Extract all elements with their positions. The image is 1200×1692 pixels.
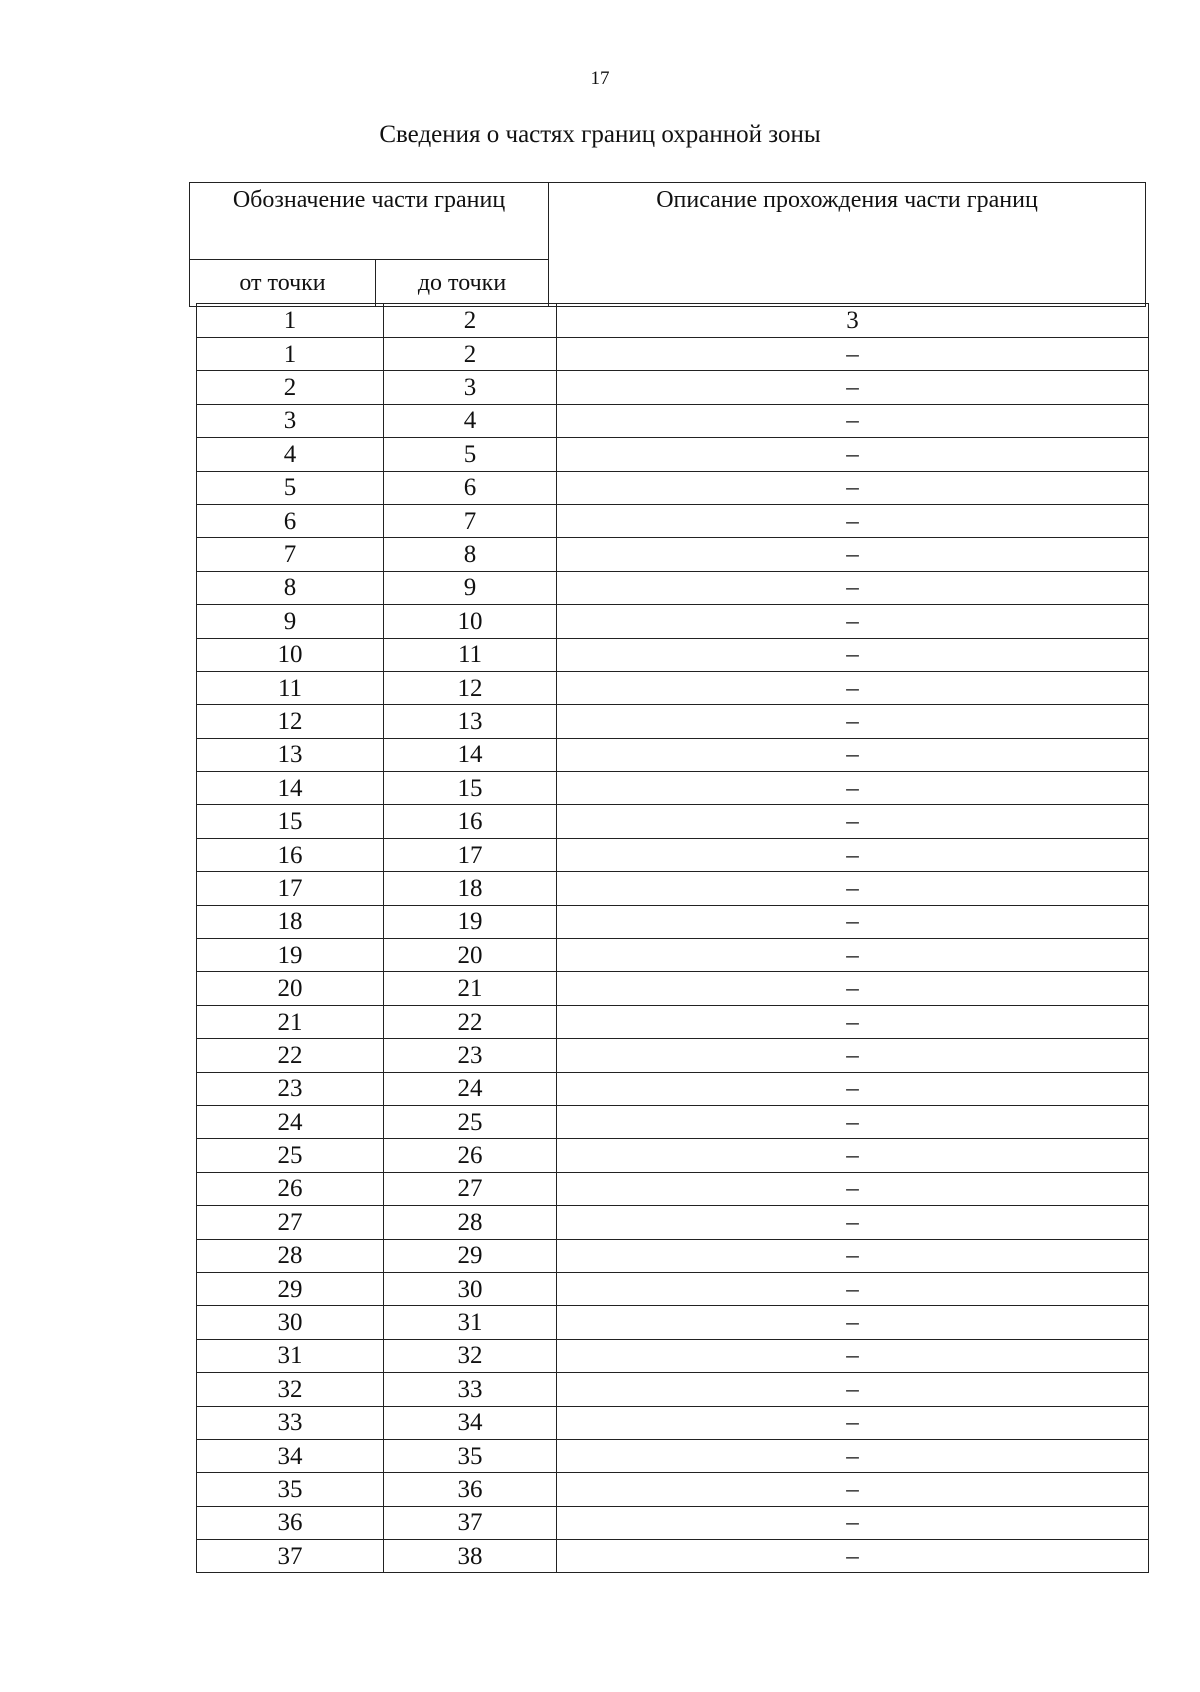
to-point-cell: 7: [384, 504, 557, 537]
from-point-cell: 16: [197, 838, 384, 871]
table-row: [197, 471, 1149, 504]
description-cell: –: [557, 1105, 1149, 1138]
description-cell: –: [557, 772, 1149, 805]
to-point-cell: 8: [384, 538, 557, 571]
page-number: 17: [590, 68, 610, 89]
table-row: [197, 939, 1149, 972]
table-row: [197, 1239, 1149, 1272]
description-cell: –: [557, 371, 1149, 404]
header-boundary-description: Описание прохождения части границ: [549, 183, 1146, 307]
from-point-cell: 35: [197, 1473, 384, 1506]
from-point-cell: 3: [197, 404, 384, 437]
from-point-cell: 8: [197, 571, 384, 604]
description-cell: –: [557, 1239, 1149, 1272]
to-point-cell: 32: [384, 1339, 557, 1372]
document-title: Сведения о частях границ охранной зоны: [379, 121, 821, 148]
description-cell: –: [557, 972, 1149, 1005]
to-point-cell: 20: [384, 939, 557, 972]
table-row: [197, 1339, 1149, 1372]
table-row: [197, 1206, 1149, 1239]
description-cell: –: [557, 671, 1149, 704]
table-row: [197, 1373, 1149, 1406]
description-cell: –: [557, 1339, 1149, 1372]
from-point-cell: 30: [197, 1306, 384, 1339]
to-point-cell: 21: [384, 972, 557, 1005]
from-point-cell: 25: [197, 1139, 384, 1172]
table-row: [197, 404, 1149, 437]
table-row: [197, 1039, 1149, 1072]
table-row: [197, 605, 1149, 638]
to-point-cell: 34: [384, 1406, 557, 1439]
description-cell: –: [557, 872, 1149, 905]
from-point-cell: 10: [197, 638, 384, 671]
from-point-cell: 1: [197, 338, 384, 371]
from-point-cell: 29: [197, 1272, 384, 1305]
to-point-cell: 6: [384, 471, 557, 504]
to-point-cell: 29: [384, 1239, 557, 1272]
to-point-cell: 14: [384, 738, 557, 771]
description-cell: –: [557, 538, 1149, 571]
to-point-cell: 18: [384, 872, 557, 905]
table-row: [197, 705, 1149, 738]
description-cell: –: [557, 1039, 1149, 1072]
to-point-cell: 31: [384, 1306, 557, 1339]
table-body: [197, 304, 1149, 1573]
to-point-cell: 35: [384, 1439, 557, 1472]
from-point-cell: 22: [197, 1039, 384, 1072]
table-row: [197, 504, 1149, 537]
from-point-cell: 24: [197, 1105, 384, 1138]
from-point-cell: 31: [197, 1339, 384, 1372]
to-point-cell: 27: [384, 1172, 557, 1205]
from-point-cell: 34: [197, 1439, 384, 1472]
from-point-cell: 18: [197, 905, 384, 938]
from-point-cell: 21: [197, 1005, 384, 1038]
description-cell: –: [557, 471, 1149, 504]
column-number: 2: [384, 304, 557, 338]
table-row: [197, 371, 1149, 404]
to-point-cell: 23: [384, 1039, 557, 1072]
from-point-cell: 5: [197, 471, 384, 504]
description-cell: –: [557, 705, 1149, 738]
from-point-cell: 17: [197, 872, 384, 905]
table-row: [197, 571, 1149, 604]
description-cell: –: [557, 1406, 1149, 1439]
from-point-cell: 15: [197, 805, 384, 838]
to-point-cell: 9: [384, 571, 557, 604]
table-row: [197, 1406, 1149, 1439]
to-point-cell: 28: [384, 1206, 557, 1239]
table-row: [197, 738, 1149, 771]
from-point-cell: 14: [197, 772, 384, 805]
table-row: [197, 1439, 1149, 1472]
description-cell: –: [557, 1272, 1149, 1305]
to-point-cell: 2: [384, 338, 557, 371]
description-cell: –: [557, 1373, 1149, 1406]
table-row: [197, 1105, 1149, 1138]
to-point-cell: 3: [384, 371, 557, 404]
to-point-cell: 36: [384, 1473, 557, 1506]
table-row: [197, 538, 1149, 571]
table-row: [197, 905, 1149, 938]
from-point-cell: 19: [197, 939, 384, 972]
to-point-cell: 37: [384, 1506, 557, 1539]
from-point-cell: 4: [197, 438, 384, 471]
to-point-cell: 13: [384, 705, 557, 738]
from-point-cell: 7: [197, 538, 384, 571]
description-cell: –: [557, 838, 1149, 871]
description-cell: –: [557, 571, 1149, 604]
from-point-cell: 28: [197, 1239, 384, 1272]
to-point-cell: 17: [384, 838, 557, 871]
header-boundary-designation: Обозначение части границ: [190, 183, 549, 260]
table-row: [197, 638, 1149, 671]
description-cell: –: [557, 605, 1149, 638]
from-point-cell: 26: [197, 1172, 384, 1205]
table-row: [197, 1306, 1149, 1339]
table-row: [197, 1139, 1149, 1172]
description-cell: –: [557, 1506, 1149, 1539]
description-cell: –: [557, 1005, 1149, 1038]
to-point-cell: 19: [384, 905, 557, 938]
table-row: [197, 838, 1149, 871]
to-point-cell: 33: [384, 1373, 557, 1406]
to-point-cell: 38: [384, 1540, 557, 1573]
to-point-cell: 10: [384, 605, 557, 638]
table-row: [197, 772, 1149, 805]
to-point-cell: 24: [384, 1072, 557, 1105]
from-point-cell: 2: [197, 371, 384, 404]
description-cell: –: [557, 338, 1149, 371]
to-point-cell: 25: [384, 1105, 557, 1138]
table-row: [197, 1072, 1149, 1105]
description-cell: –: [557, 1306, 1149, 1339]
column-number-row: [197, 304, 1149, 338]
to-point-cell: 30: [384, 1272, 557, 1305]
to-point-cell: 5: [384, 438, 557, 471]
description-cell: –: [557, 1540, 1149, 1573]
to-point-cell: 4: [384, 404, 557, 437]
description-cell: –: [557, 438, 1149, 471]
to-point-cell: 26: [384, 1139, 557, 1172]
description-cell: –: [557, 1473, 1149, 1506]
description-cell: –: [557, 738, 1149, 771]
from-point-cell: 11: [197, 671, 384, 704]
from-point-cell: 36: [197, 1506, 384, 1539]
table-row: [197, 438, 1149, 471]
table-row: [197, 671, 1149, 704]
boundary-parts-table: [196, 303, 1149, 1573]
from-point-cell: 20: [197, 972, 384, 1005]
description-cell: –: [557, 504, 1149, 537]
description-cell: –: [557, 939, 1149, 972]
description-cell: –: [557, 1172, 1149, 1205]
from-point-cell: 13: [197, 738, 384, 771]
to-point-cell: 12: [384, 671, 557, 704]
header-from-point: от точки: [190, 260, 376, 307]
header-to-point: до точки: [376, 260, 549, 307]
from-point-cell: 33: [197, 1406, 384, 1439]
from-point-cell: 12: [197, 705, 384, 738]
table-header: [189, 182, 1146, 307]
description-cell: –: [557, 1072, 1149, 1105]
description-cell: –: [557, 1439, 1149, 1472]
table-row: [197, 1005, 1149, 1038]
from-point-cell: 27: [197, 1206, 384, 1239]
description-cell: –: [557, 905, 1149, 938]
from-point-cell: 6: [197, 504, 384, 537]
to-point-cell: 11: [384, 638, 557, 671]
table-row: [197, 1272, 1149, 1305]
column-number: 3: [557, 304, 1149, 338]
table-row: [197, 972, 1149, 1005]
description-cell: –: [557, 1206, 1149, 1239]
table-row: [197, 1540, 1149, 1573]
from-point-cell: 37: [197, 1540, 384, 1573]
table-row: [197, 1473, 1149, 1506]
column-number: 1: [197, 304, 384, 338]
table-row: [197, 805, 1149, 838]
description-cell: –: [557, 1139, 1149, 1172]
to-point-cell: 16: [384, 805, 557, 838]
table-row: [197, 1506, 1149, 1539]
table-row: [197, 338, 1149, 371]
from-point-cell: 23: [197, 1072, 384, 1105]
from-point-cell: 32: [197, 1373, 384, 1406]
table-row: [197, 1172, 1149, 1205]
from-point-cell: 9: [197, 605, 384, 638]
table-row: [197, 872, 1149, 905]
description-cell: –: [557, 404, 1149, 437]
description-cell: –: [557, 805, 1149, 838]
description-cell: –: [557, 638, 1149, 671]
to-point-cell: 22: [384, 1005, 557, 1038]
to-point-cell: 15: [384, 772, 557, 805]
